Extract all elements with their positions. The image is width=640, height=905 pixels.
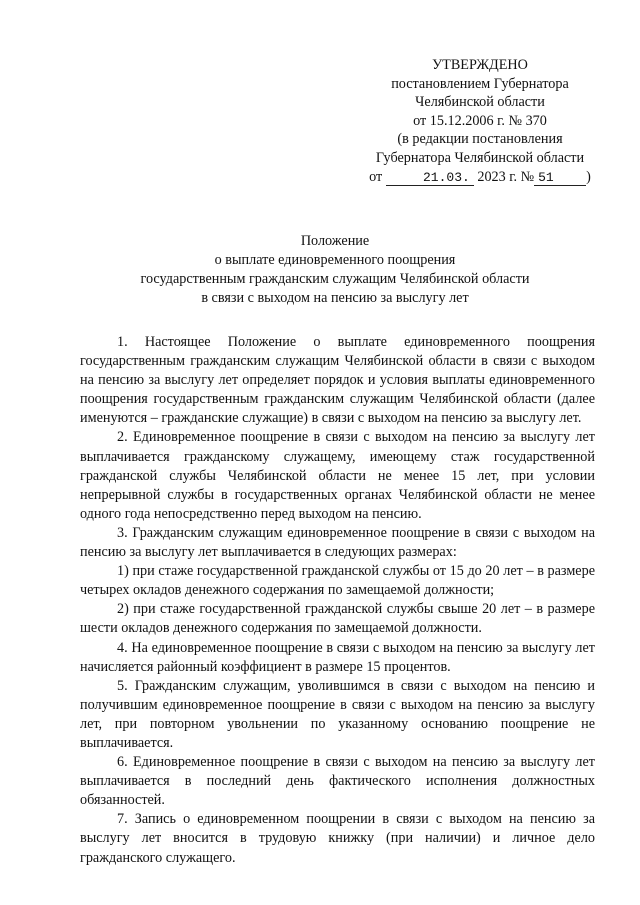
approval-line: постановлением Губернатора [391, 75, 569, 92]
paragraph-5: 5. Гражданским служащим, уволившимся в связи с выходом на пенсию и получившим единовременное поощрение в связи с выходом на пенсию за выслугу лет, при повторном увольнении по указанному основанию поощрение не выплачивается. [80, 677, 595, 751]
edition-number: 51 [534, 171, 586, 186]
title-line: государственным гражданским служащим Челябинской области [140, 271, 530, 287]
title-line: о выплате единовременного поощрения [214, 252, 456, 268]
approval-line: от 15.12.2006 г. № 370 [413, 112, 547, 129]
paragraph-3: 3. Гражданским служащим единовременное поощрение в связи с выходом на пенсию за выслугу лет выплачивается в следующих размерах: [80, 524, 595, 561]
edition-year: 2023 г. № [477, 168, 535, 185]
title-line: в связи с выходом на пенсию за выслугу лет [201, 290, 469, 306]
paragraph-7: 7. Запись о единовременном поощрении в связи с выходом на пенсию за выслугу лет вносится в трудовую книжку (при наличии) и личное дело гражданского служащего. [80, 811, 595, 866]
edition-prefix: от [369, 168, 383, 185]
edition-date: 21.03. [386, 171, 474, 186]
paragraph-3-item-1: 1) при стаже государственной гражданской службы от 15 до 20 лет – в размере четырех окладов денежного содержания по замещаемой должности; [80, 563, 595, 599]
paragraph-6: 6. Единовременное поощрение в связи с выходом на пенсию за выслугу лет выплачивается в последний день фактического исполнения должностных обязанностей. [80, 754, 595, 809]
document-title [80, 232, 590, 308]
paragraph-4: 4. На единовременное поощрение в связи с выходом на пенсию за выслугу лет начисляется районный коэффициент в размере 15 процентов. [80, 639, 595, 675]
approval-line: Губернатора Челябинской области [375, 149, 585, 166]
approval-line: (в редакции постановления [397, 131, 563, 148]
paragraph-2: 2. Единовременное поощрение в связи с выходом на пенсию за выслугу лет выплачивается гражданскому служащему, имеющему стаж государственной гражданской службы Челябинской области не менее 15 лет, при условии непрерывной службы в государственных органах Челябинской области не менее одного года непосредственно перед выходом на пенсию. [80, 429, 595, 522]
approval-heading: УТВЕРЖДЕНО [432, 57, 528, 73]
edition-suffix: ) [586, 168, 591, 185]
paragraph-3-item-2: 2) при стаже государственной гражданской службы свыше 20 лет – в размере шести окладов денежного содержания по замещаемой должности. [80, 601, 595, 637]
edition-date-line [340, 168, 620, 187]
paragraph-1: 1. Настоящее Положение о выплате единовременного поощрения государственным гражданским служащим Челябинской области в связи с выходом на пенсию за выслугу лет определяет порядок и условия выплаты единовременного поощрения государственным гражданским служащим Челябинской области (далее именуются – гражданские служащие) в связи с выходом на пенсию за выслугу лет. [80, 334, 595, 427]
document-body [80, 333, 595, 868]
title-line: Положение [300, 233, 370, 249]
approval-stamp [340, 56, 620, 186]
approval-line: Челябинской области [415, 94, 545, 111]
